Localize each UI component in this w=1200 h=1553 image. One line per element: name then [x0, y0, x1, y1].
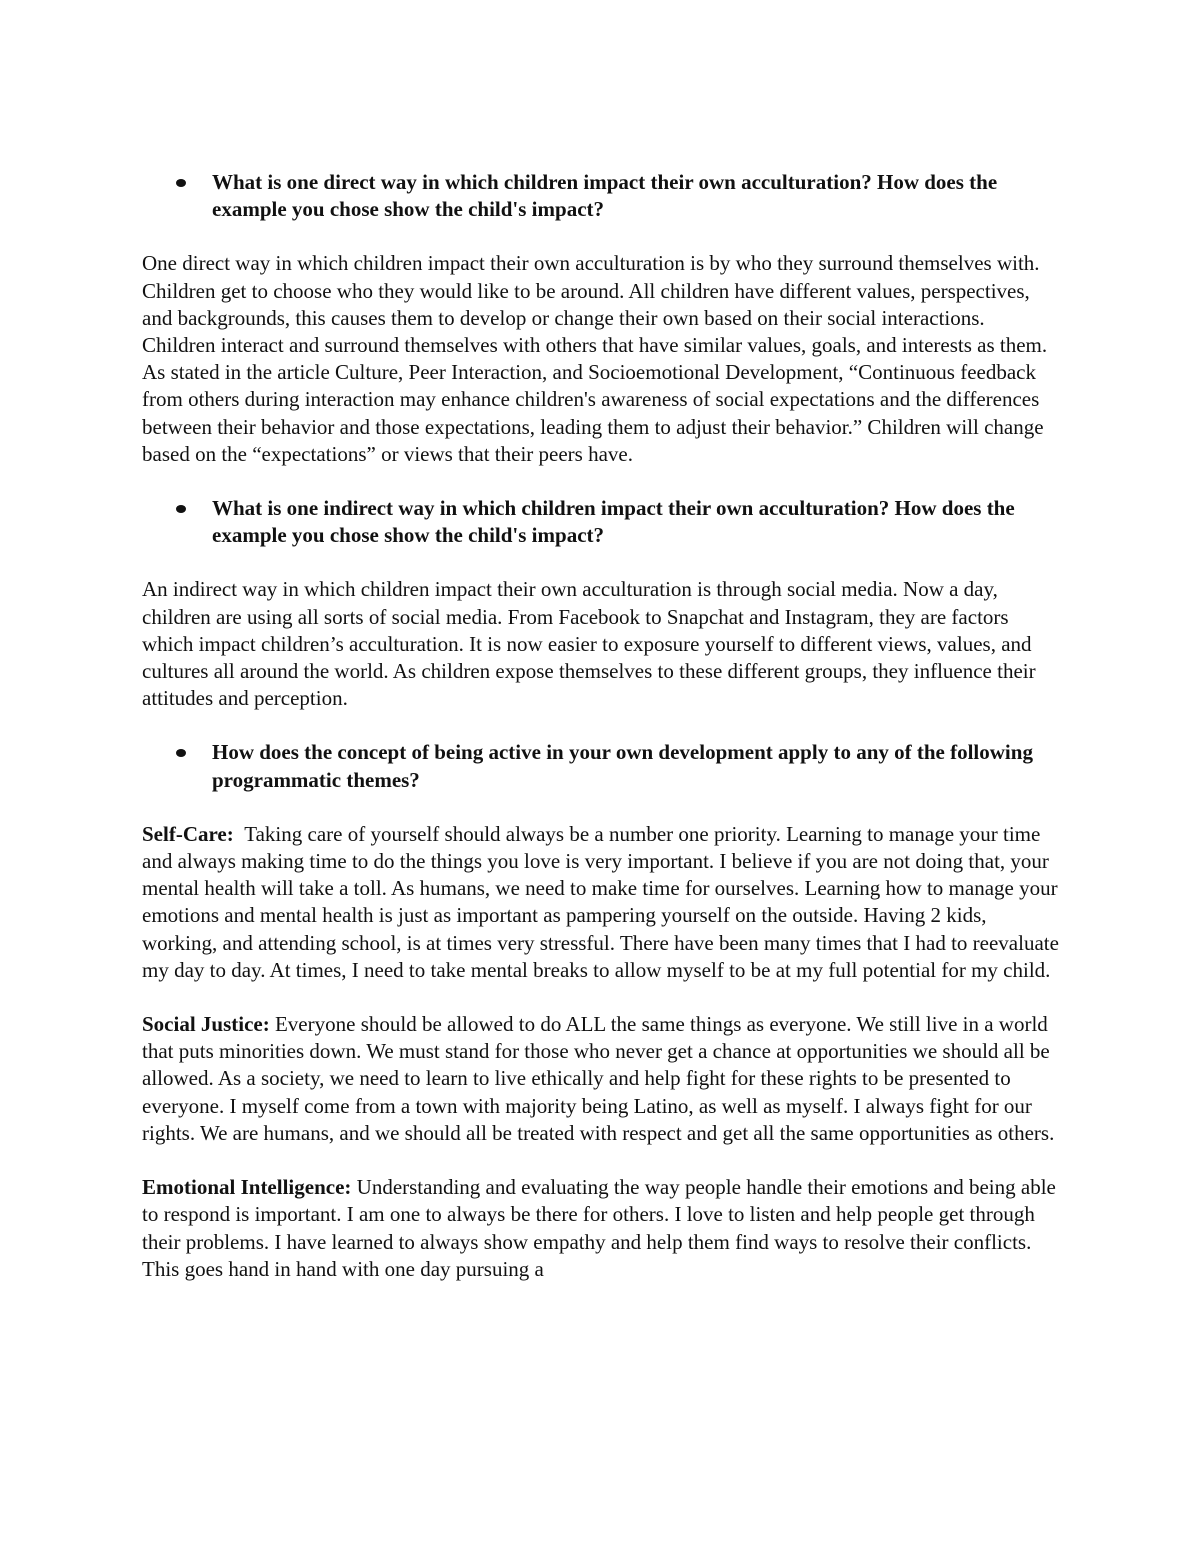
- spacer: [142, 468, 1062, 495]
- theme-social-justice: [142, 1011, 1062, 1147]
- question-2-text: What is one indirect way in which children impact their own acculturation? How does the example you chose show the child's impact?: [212, 496, 1015, 548]
- spacer: [142, 1147, 1062, 1174]
- question-2: [142, 495, 1062, 549]
- bullet-icon: [176, 505, 186, 513]
- theme-emotional-intelligence-text: Understanding and evaluating the way people handle their emotions and being able to respond is important. I am one to always be there for others. I love to listen and help people get through their problems. I have learned to always show empathy and help them find ways to resolve their conflicts. This goes hand in hand with one day pursuing a: [142, 1175, 1056, 1281]
- theme-emotional-intelligence: [142, 1174, 1062, 1283]
- spacer: [142, 984, 1062, 1011]
- question-1-text: What is one direct way in which children impact their own acculturation? How does the example you chose show the child's impact?: [212, 170, 998, 222]
- bullet-icon: [176, 749, 186, 757]
- spacer: [142, 712, 1062, 739]
- spacer: [142, 794, 1062, 821]
- theme-self-care: [142, 821, 1062, 984]
- spacer: [142, 549, 1062, 576]
- document-body: [142, 169, 1062, 1283]
- theme-social-justice-text: Everyone should be allowed to do ALL the same things as everyone. We still live in a world that puts minorities down. We must stand for those who never get a chance at opportunities we should all be allowed. As a society, we need to learn to live ethically and help fight for these rights to be presented to everyone. I myself come from a town with majority being Latino, as well as myself. I always fight for our rights. We are humans, and we should all be treated with respect and get all the same opportunities as others.: [142, 1012, 1055, 1145]
- question-3-text: How does the concept of being active in your own development apply to any of the following programmatic themes?: [212, 740, 1033, 792]
- answer-1: One direct way in which children impact their own acculturation is by who they surround themselves with. Children get to choose who they would like to be around. All children have different values, perspectives, and backgrounds, this causes them to develop or change their own based on their social interactions. Children interact and surround themselves with others that have similar values, goals, and interests as them. As stated in the article Culture, Peer Interaction, and Socioemotional Development, “Continuous feedback from others during interaction may enhance children's awareness of social expectations and the differences between their behavior and those expectations, leading them to adjust their behavior.” Children will change based on the “expectations” or views that their peers have.: [142, 251, 1048, 466]
- question-1: [142, 169, 1062, 223]
- theme-social-justice-label: Social Justice:: [142, 1012, 270, 1037]
- theme-self-care-text: Taking care of yourself should always be a number one priority. Learning to manage your time and always making time to do the things you love is very important. I believe if you are not doing that, your mental health will take a toll. As humans, we need to make time for ourselves. Learning how to manage your emotions and mental health is just as important as pampering yourself on the outside. Having 2 kids, working, and attending school, is at times very stressful. There have been many times that I had to reevaluate my day to day. At times, I need to take mental breaks to allow myself to be at my full potential for my child.: [142, 821, 1059, 982]
- answer-2: An indirect way in which children impact their own acculturation is through social media. Now a day, children are using all sorts of social media. From Facebook to Snapchat and Instagram, they are factors which impact children’s acculturation. It is now easier to exposure yourself to different views, values, and cultures all around the world. As children expose themselves to these different groups, they influence their attitudes and perception.: [142, 577, 1036, 711]
- question-3: [142, 739, 1062, 793]
- theme-self-care-label: Self-Care:: [142, 821, 234, 846]
- bullet-icon: [176, 179, 186, 187]
- theme-emotional-intelligence-label: Emotional Intelligence:: [142, 1175, 352, 1200]
- spacer: [142, 223, 1062, 250]
